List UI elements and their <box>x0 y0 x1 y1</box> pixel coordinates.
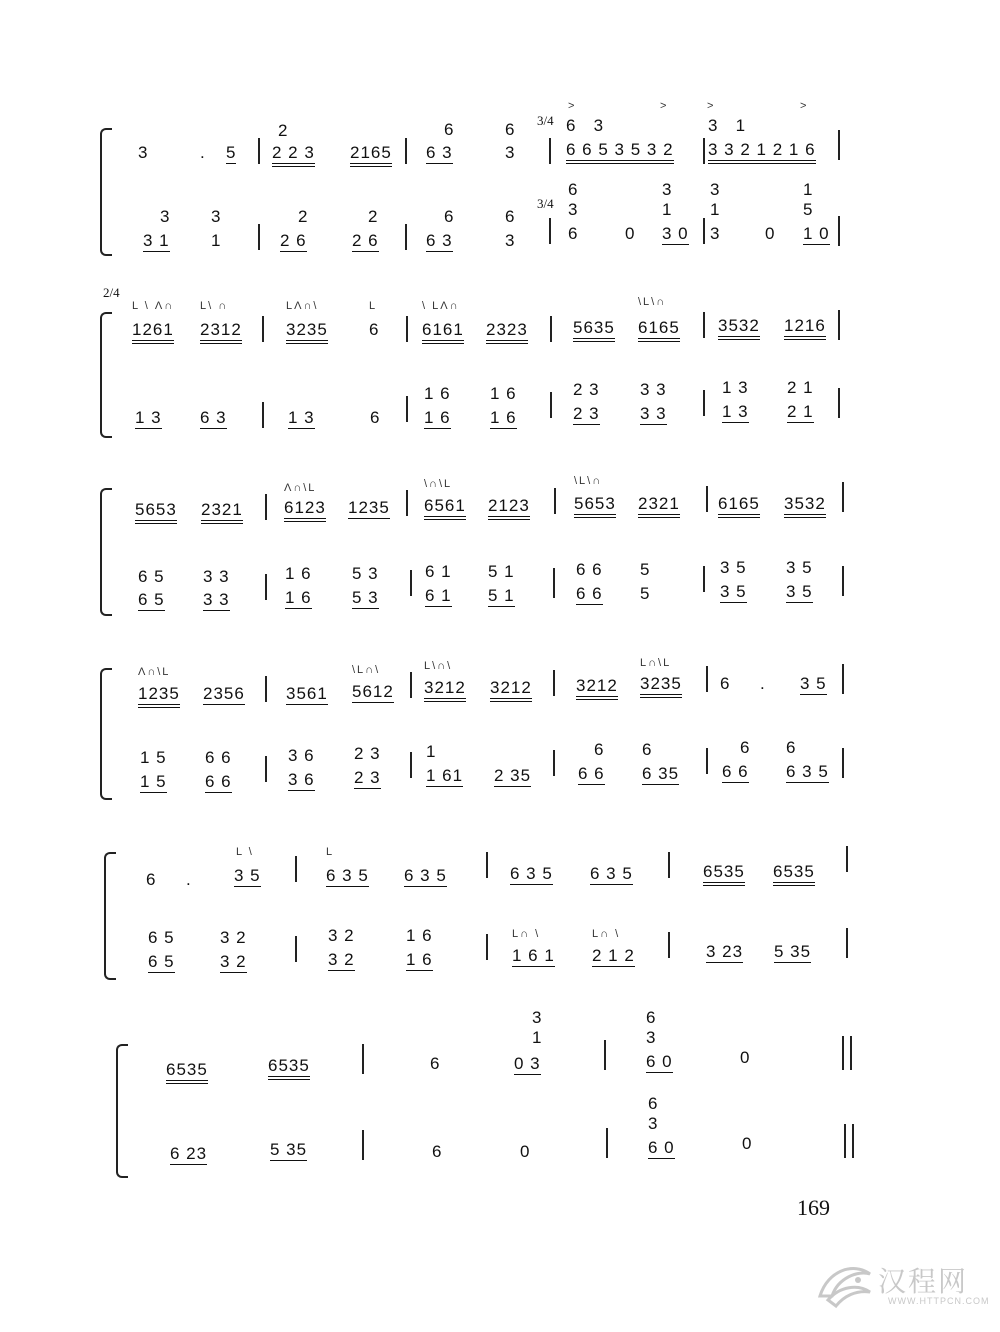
note-group: 3 5 <box>720 582 747 601</box>
system-brace <box>116 1044 128 1178</box>
note-group: 1 6 1 <box>512 946 555 965</box>
note-group: 5 35 <box>270 1140 308 1159</box>
bowing-marks: L\∩\ <box>424 660 453 672</box>
note-group-top: 5 1 <box>488 562 515 581</box>
barline <box>703 218 705 244</box>
note-group: 2 3 <box>354 768 381 787</box>
accent-mark: > <box>660 100 669 112</box>
barline <box>295 856 297 882</box>
note-group-top: 6 5 <box>138 567 165 586</box>
note-group-top: 6 <box>505 207 516 226</box>
note-group: 6165 <box>638 318 680 342</box>
note-group: 1235 <box>138 684 180 708</box>
note-group: . <box>200 143 206 162</box>
barline <box>553 670 555 696</box>
note-group: 3 <box>505 143 516 162</box>
note-group: 3532 <box>718 316 760 340</box>
note-group: 6 1 <box>425 586 452 605</box>
barline <box>838 310 840 340</box>
barline <box>258 224 260 250</box>
barline <box>262 402 264 428</box>
note-group: 2 6 <box>280 231 307 250</box>
barline <box>838 216 840 246</box>
note-group: 3 6 <box>288 770 315 789</box>
barline <box>706 666 708 692</box>
note-group: . <box>186 870 192 889</box>
barline <box>406 490 408 516</box>
note-group-top: 3 2 <box>328 926 355 945</box>
fish-logo-icon <box>814 1256 876 1312</box>
note-group-top: 6 6 <box>576 560 603 579</box>
watermark-text: 汉程网 <box>878 1265 969 1298</box>
note-group-top: 3 <box>211 207 222 226</box>
barline <box>550 392 552 418</box>
note-group: 3 23 <box>706 942 744 961</box>
chord-stack: 3 1 <box>532 1008 543 1047</box>
note-group: 3212 <box>576 676 618 700</box>
barline <box>553 750 555 776</box>
barline <box>838 130 840 160</box>
barline <box>410 672 412 698</box>
note-group: 1 3 <box>135 408 162 427</box>
note-group: 2 1 2 <box>592 946 635 965</box>
note-group: 3212 <box>490 678 532 702</box>
note-group: 6161 <box>422 320 464 344</box>
barline <box>265 494 267 520</box>
note-group: 5 3 <box>352 588 379 607</box>
chord-stack: 6 3 <box>646 1008 657 1047</box>
note-group: 3 0 <box>662 224 689 243</box>
note-group-top: 3 5 <box>720 558 747 577</box>
note-group: 3212 <box>424 678 466 702</box>
note-group: 6 35 <box>642 764 680 783</box>
note-group-top: 2 3 <box>573 380 600 399</box>
chord-stack: 6 3 <box>648 1094 659 1133</box>
bowing-marks: \L∩\ <box>352 664 381 676</box>
barline <box>842 664 844 694</box>
note-group: 6 6 5 3 5 3 2 <box>566 140 674 164</box>
barline <box>706 748 708 774</box>
barline <box>265 574 267 600</box>
note-group: 6 3 5 <box>404 866 447 885</box>
note-group: 5 1 <box>488 586 515 605</box>
bowing-marks: LΛ∩\ <box>286 300 319 312</box>
barline <box>486 934 488 960</box>
bowing-marks: L∩ \ <box>592 928 621 940</box>
note-group-top: 3 2 <box>220 928 247 947</box>
note-group: 6 0 <box>646 1052 673 1071</box>
note-group: 2 3 <box>573 404 600 423</box>
barline <box>265 676 267 702</box>
note-group: 3 <box>138 143 149 162</box>
note-group: 0 3 <box>514 1054 541 1073</box>
note-group: 5635 <box>573 318 615 342</box>
note-group: 1235 <box>348 498 390 517</box>
note-group-top: 1 6 <box>285 564 312 583</box>
bowing-marks: L∩ \ <box>512 928 541 940</box>
note-group-top: 6 6 <box>205 748 232 767</box>
note-group: 3 2 <box>328 950 355 969</box>
system-brace <box>100 668 112 800</box>
note-group: 1 6 <box>406 950 433 969</box>
note-group: 1 6 <box>490 408 517 427</box>
note-group: 6 3 <box>426 231 453 250</box>
barline <box>604 1040 606 1070</box>
note-group: 2123 <box>488 496 530 520</box>
note-group: 3 <box>505 231 516 250</box>
barline <box>262 316 264 342</box>
barline <box>265 756 267 782</box>
note-group: 0 <box>742 1134 753 1153</box>
note-group: 3235 <box>640 674 682 698</box>
note-group: 2356 <box>203 684 245 703</box>
note-group: 5 <box>640 584 651 603</box>
note-group: 6535 <box>268 1056 310 1080</box>
time-signature: 3/4 <box>537 113 554 128</box>
note-group-top: 6 <box>740 738 751 757</box>
bowing-marks: L∩\L <box>640 657 672 669</box>
note-group-top: 3 6 <box>288 746 315 765</box>
watermark-url: WWW.HTTPCN.COM <box>888 1296 990 1306</box>
note-group: 0 <box>765 224 776 243</box>
bowing-marks: L <box>326 846 335 858</box>
note-group: 1 6 <box>285 588 312 607</box>
note-group: 3 5 <box>786 582 813 601</box>
note-group: 2321 <box>201 500 243 524</box>
barline <box>842 748 844 778</box>
barline <box>258 138 260 164</box>
note-group-top: 5 3 <box>352 564 379 583</box>
note-group: 2312 <box>200 320 242 344</box>
note-group: 6 <box>432 1142 443 1161</box>
note-group-top: 6 <box>444 120 455 139</box>
note-group: 6561 <box>424 496 466 520</box>
chord-stack: 6 3 <box>568 180 579 219</box>
barline <box>842 482 844 512</box>
barline <box>410 752 412 778</box>
barline <box>410 570 412 596</box>
barline <box>405 224 407 250</box>
note-group: 0 <box>740 1048 751 1067</box>
barline <box>549 138 551 164</box>
barline <box>703 312 705 338</box>
note-group-top: 3 1 <box>708 116 747 135</box>
time-signature: 3/4 <box>537 196 554 211</box>
note-group: 1 <box>211 231 222 250</box>
barline <box>668 932 670 958</box>
note-group-top: 6 3 <box>566 116 605 135</box>
note-group: 2 35 <box>494 766 532 785</box>
note-group: 5653 <box>135 500 177 524</box>
barline <box>668 852 670 878</box>
note-group-top: 2 1 <box>787 378 814 397</box>
barline <box>405 138 407 164</box>
note-group: 1 0 <box>803 224 830 243</box>
bowing-marks: L \ <box>236 846 254 858</box>
barline <box>554 488 556 514</box>
note-group-top: 6 <box>444 207 455 226</box>
bowing-marks: \L\∩ <box>638 296 667 308</box>
bowing-marks: L\ ∩ <box>200 300 229 312</box>
chord-stack: 3 1 <box>662 180 673 219</box>
note-group: 6 3 <box>426 143 453 162</box>
barline <box>486 852 488 878</box>
note-group-top: 3 3 <box>203 567 230 586</box>
barline <box>842 566 844 596</box>
bowing-marks: \∩\L <box>424 478 453 490</box>
note-group: 6 3 <box>200 408 227 427</box>
note-group-top: 6 <box>594 740 605 759</box>
barline <box>553 568 555 598</box>
note-group: 6 6 <box>205 772 232 791</box>
note-group: 0 <box>520 1142 531 1161</box>
time-signature: 2/4 <box>103 285 120 300</box>
note-group: 6 3 5 <box>510 864 553 883</box>
note-group: 5 <box>226 143 237 162</box>
bowing-marks: Λ∩\L <box>138 666 171 678</box>
bowing-marks: L <box>369 300 378 312</box>
barline <box>703 390 705 416</box>
note-group-top: 6 1 <box>425 562 452 581</box>
system-brace <box>104 852 116 980</box>
final-barline <box>842 1036 852 1070</box>
note-group-top: 6 5 <box>148 928 175 947</box>
bowing-marks: Λ∩\L <box>284 482 317 494</box>
note-group: 3 <box>710 224 721 243</box>
note-group: 3 5 <box>800 674 827 693</box>
note-group: 6535 <box>703 862 745 886</box>
system-brace <box>100 312 112 438</box>
note-group: 3532 <box>784 494 826 518</box>
note-group: 6 3 5 <box>786 762 829 781</box>
note-group: 3 1 <box>143 231 170 250</box>
chord-stack: 1 5 <box>803 180 814 219</box>
bowing-marks: \L\∩ <box>574 475 603 487</box>
note-group: 2165 <box>350 143 392 167</box>
note-group: 3561 <box>286 684 328 703</box>
note-group: 6 <box>720 674 731 693</box>
barline <box>703 138 705 164</box>
note-group: 3 3 <box>640 404 667 423</box>
barline <box>846 928 848 958</box>
note-group: 2321 <box>638 494 680 518</box>
note-group: 1 5 <box>140 772 167 791</box>
note-group: 6 <box>370 408 381 427</box>
barline <box>703 566 705 592</box>
note-group: 2 2 3 <box>272 143 315 167</box>
note-group-top: 2 <box>278 121 289 140</box>
note-group: 1 3 <box>722 402 749 421</box>
note-group: 5612 <box>352 682 394 701</box>
barline <box>406 316 408 342</box>
note-group: 1 6 <box>424 408 451 427</box>
note-group-top: 6 <box>642 740 653 759</box>
accent-mark: > <box>707 100 716 112</box>
note-group: 1216 <box>784 316 826 340</box>
note-group: 6165 <box>718 494 760 518</box>
note-group-top: 1 <box>426 742 437 761</box>
note-group: 1 61 <box>426 766 464 785</box>
note-group: 5653 <box>574 494 616 518</box>
note-group: 6 <box>146 870 157 889</box>
note-group-top: 3 <box>160 207 171 226</box>
note-group: 6 3 5 <box>590 864 633 883</box>
system-brace <box>100 488 112 616</box>
note-group: 6123 <box>284 498 326 522</box>
barline <box>549 218 551 244</box>
note-group: 6 <box>369 320 380 339</box>
note-group: 2 6 <box>352 231 379 250</box>
note-group: 3235 <box>286 320 328 344</box>
note-group-top: 1 6 <box>490 384 517 403</box>
barline <box>362 1044 364 1074</box>
note-group-top: 1 3 <box>722 378 749 397</box>
note-group: 6 5 <box>148 952 175 971</box>
note-group: 6 6 <box>722 762 749 781</box>
note-group: 2 1 <box>787 402 814 421</box>
note-group-top: 5 <box>640 560 651 579</box>
barline <box>838 388 840 418</box>
note-group: 6 23 <box>170 1144 208 1163</box>
note-group-top: 3 5 <box>786 558 813 577</box>
note-group-top: 2 <box>298 207 309 226</box>
barline <box>606 1128 608 1158</box>
note-group: 6 <box>568 224 579 243</box>
barline <box>846 846 848 872</box>
note-group: 2323 <box>486 320 528 344</box>
chord-stack: 3 1 <box>710 180 721 219</box>
note-group-top: 6 <box>786 738 797 757</box>
note-group: 6 6 <box>576 584 603 603</box>
bowing-marks: \ LΛ∩ <box>422 300 460 312</box>
note-group: 3 3 2 1 2 1 6 <box>708 140 816 164</box>
barline <box>406 396 408 422</box>
note-group: 0 <box>625 224 636 243</box>
barline <box>295 936 297 962</box>
note-group: 1 3 <box>288 408 315 427</box>
note-group-top: 6 <box>505 120 516 139</box>
barline <box>706 486 708 512</box>
barline <box>550 316 552 342</box>
note-group-top: 1 5 <box>140 748 167 767</box>
note-group: 6 <box>430 1054 441 1073</box>
note-group: 6535 <box>773 862 815 886</box>
accent-mark: > <box>568 100 577 112</box>
note-group: 6 6 <box>578 764 605 783</box>
note-group-top: 2 <box>368 207 379 226</box>
accent-mark: > <box>800 100 809 112</box>
page-number: 169 <box>797 1195 830 1220</box>
watermark <box>814 1256 990 1316</box>
note-group: 3 3 <box>203 590 230 609</box>
note-group: 5 35 <box>774 942 812 961</box>
system-brace <box>100 128 112 256</box>
final-barline <box>844 1124 854 1158</box>
note-group-top: 3 3 <box>640 380 667 399</box>
note-group-top: 2 3 <box>354 744 381 763</box>
note-group-top: 1 6 <box>424 384 451 403</box>
note-group: 1261 <box>132 320 174 344</box>
note-group: 6 0 <box>648 1138 675 1157</box>
note-group: 6535 <box>166 1060 208 1084</box>
note-group-top: 1 6 <box>406 926 433 945</box>
note-group: 6 5 <box>138 590 165 609</box>
note-group: . <box>760 674 766 693</box>
bowing-marks: L \ Λ∩ <box>132 300 175 312</box>
note-group: 3 5 <box>234 866 261 885</box>
barline <box>362 1130 364 1160</box>
note-group: 3 2 <box>220 952 247 971</box>
note-group: 6 3 5 <box>326 866 369 885</box>
